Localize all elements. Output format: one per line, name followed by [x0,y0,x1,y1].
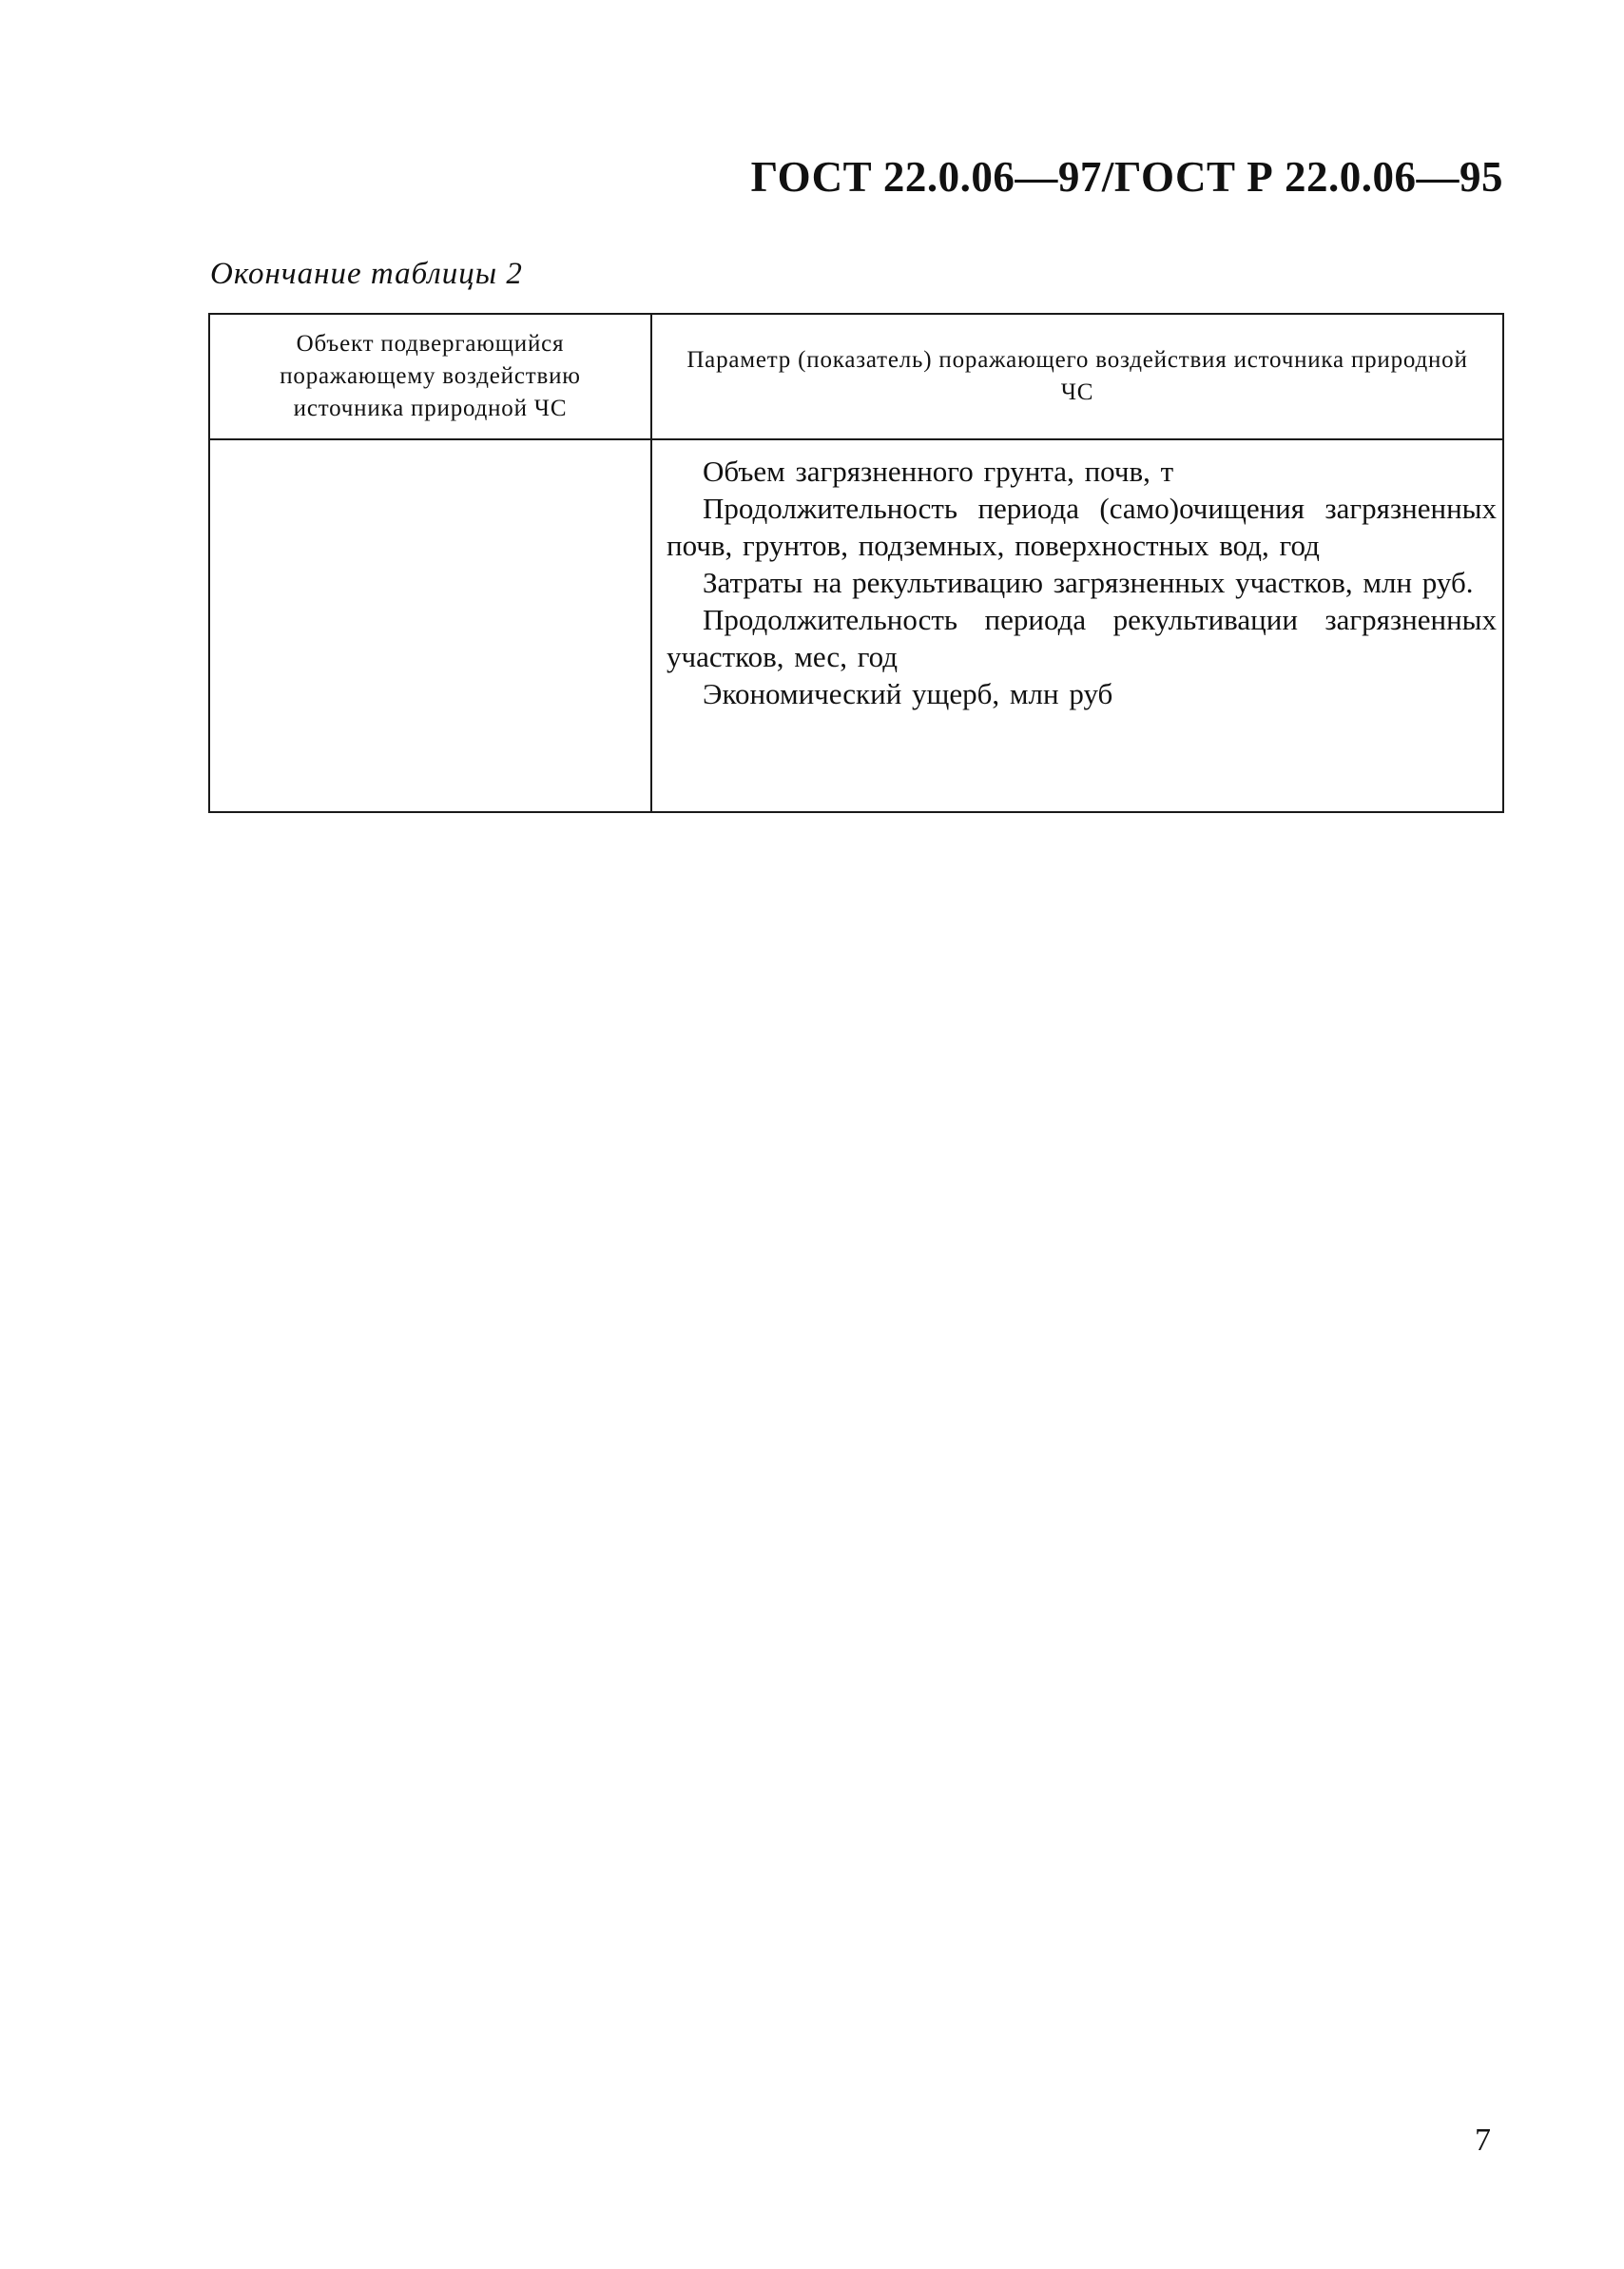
table-header-row [209,314,1503,439]
column-header-parameter [651,314,1503,439]
table-caption: Окончание таблицы 2 [210,257,523,291]
column-header-object-text: Объект подвергающийся поражающему воздействию источника природной ЧС [280,331,581,421]
document-standard-number: ГОСТ 22.0.06—97/ГОСТ Р 22.0.06—95 [750,153,1503,201]
page-number: 7 [1475,2123,1491,2158]
column-header-object [209,314,651,439]
parameter-item: Затраты на рекультивацию загрязненных участков, млн руб. [703,566,1474,599]
parameter-item: Объем загрязненного грунта, почв, т [703,455,1174,488]
parameter-item: Продолжительность периода рекультивации загрязненных участков, мес, год [667,603,1497,673]
parameters-table [208,313,1504,813]
parameter-item: Экономический ущерб, млн руб [703,677,1113,710]
parameters-cell [651,439,1503,812]
table-row [209,439,1503,812]
object-cell [209,439,651,812]
parameter-item: Продолжительность периода (само)очищения загрязненных почв, грунтов, подземных, поверхностных вод, год [667,492,1497,562]
column-header-parameter-text: Параметр (показатель) поражающего воздействия источника природной ЧС [686,347,1468,405]
